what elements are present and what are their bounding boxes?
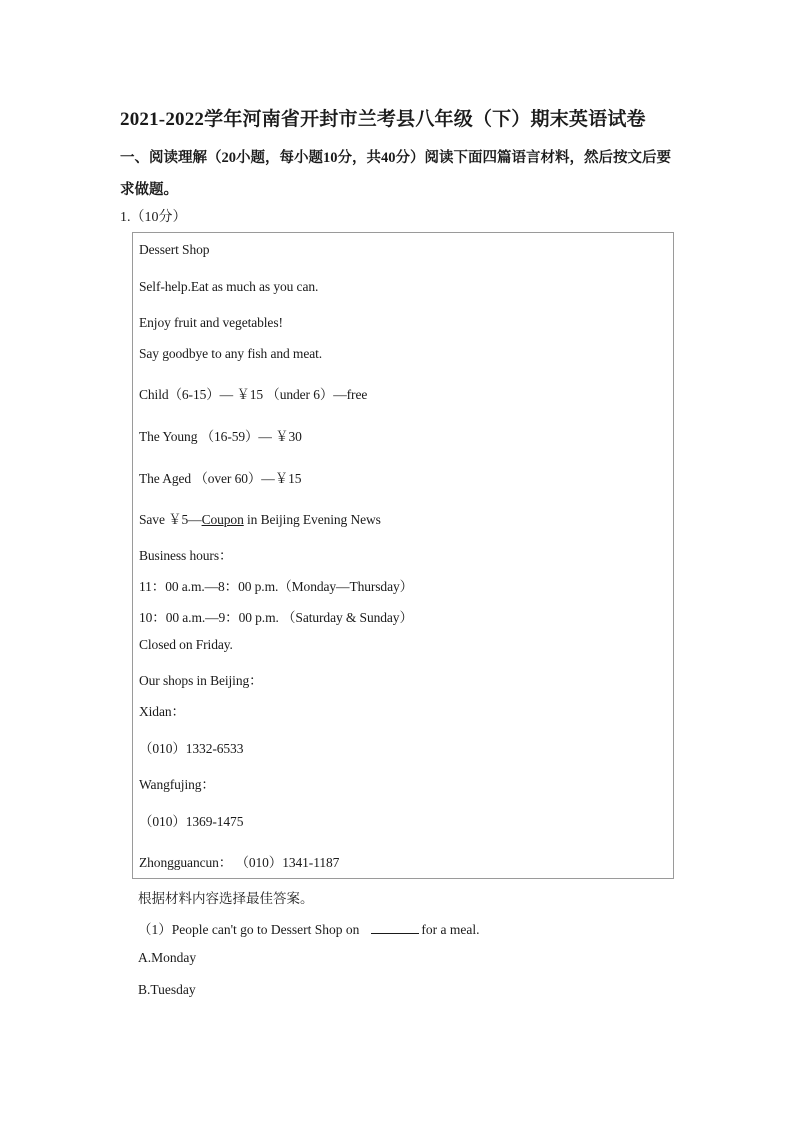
question-instruction: 根据材料内容选择最佳答案。 xyxy=(138,891,314,906)
closed-day: Closed on Friday. xyxy=(139,637,233,652)
coupon-line xyxy=(139,508,381,528)
coupon-prefix: Save ￥5— xyxy=(139,512,202,527)
question-1-prefix: （1）People can't go to Dessert Shop on xyxy=(138,922,360,937)
passage-line-enjoy: Enjoy fruit and vegetables! xyxy=(139,315,283,330)
shops-title: Our shops in Beijing： xyxy=(139,673,263,688)
option-a: A.Monday xyxy=(138,950,197,965)
page-title: 2021-2022学年河南省开封市兰考县八年级（下）期末英语试卷 xyxy=(120,109,646,130)
passage-line-goodbye: Say goodbye to any fish and meat. xyxy=(139,346,323,361)
passage-line-selfhelp: Self-help.Eat as much as you can. xyxy=(139,279,319,294)
answer-blank xyxy=(371,921,419,934)
shop-xidan-phone: （010）1332-6533 xyxy=(139,741,244,756)
shop-name: Dessert Shop xyxy=(139,242,210,257)
hours-weekend: 10：00 a.m.—9：00 p.m. （Saturday & Sunday） xyxy=(139,610,413,625)
price-young: The Young （16-59）— ￥30 xyxy=(139,429,302,444)
question-1 xyxy=(138,918,480,938)
option-b: B.Tuesday xyxy=(138,982,196,997)
hours-weekday: 11：00 a.m.—8：00 p.m.（Monday—Thursday） xyxy=(139,579,414,594)
shop-wangfujing-label: Wangfujing： xyxy=(139,777,215,792)
coupon-word: Coupon xyxy=(201,512,244,527)
question-1-suffix: for a meal. xyxy=(421,922,480,937)
section-instructions: 一、阅读理解（20小题，每小题10分，共40分）阅读下面四篇语言材料，然后按文后要求做题。 xyxy=(120,150,671,198)
price-aged: The Aged （over 60）—￥15 xyxy=(139,471,302,486)
coupon-suffix: in Beijing Evening News xyxy=(243,512,381,527)
hours-title: Business hours： xyxy=(139,548,233,563)
shop-xidan-label: Xidan： xyxy=(139,704,185,719)
shop-wangfujing-phone: （010）1369-1475 xyxy=(139,814,244,829)
shop-zhongguancun: Zhongguancun： （010）1341-1187 xyxy=(139,855,340,870)
passage-box xyxy=(132,232,674,879)
price-child: Child（6-15）— ￥15 （under 6）—free xyxy=(139,387,368,402)
question-number: 1.（10分） xyxy=(120,210,187,225)
